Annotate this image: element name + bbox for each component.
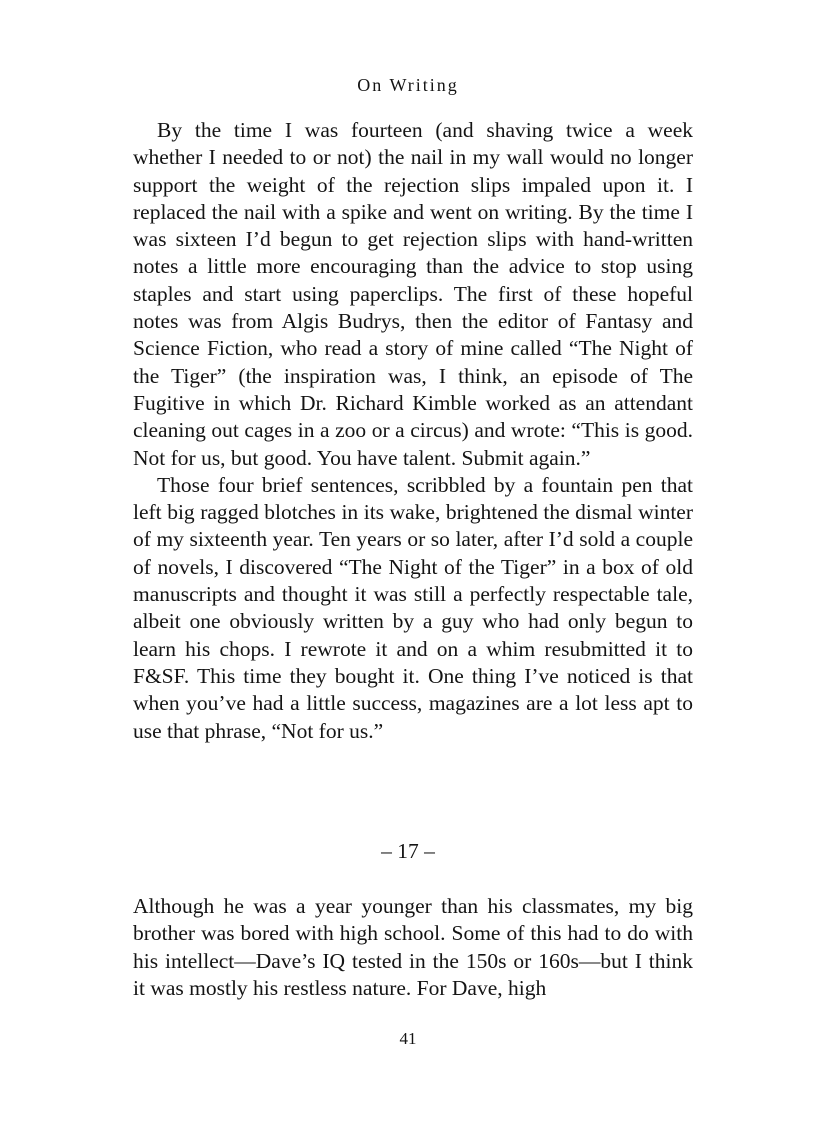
running-head: On Writing [357, 75, 459, 95]
paragraph: By the time I was fourteen (and shaving twice a week whether I needed to or not) the nail in my wall would no longer support the weight of the rejection slips impaled upon it. I replaced the nail with a spike and went on writing. By the time I was sixteen I’d begun to get rejection slips with hand-written notes a little more encouraging than the advice to stop using staples and start using paperclips. The first of these hopeful notes was from Algis Budrys, then the editor of Fantasy and Science Fiction, who read a story of mine called “The Night of the Tiger” (the inspiration was, I think, an episode of The Fugitive in which Dr. Richard Kimble worked as an attendant cleaning out cages in a zoo or a circus) and wrote: “This is good. Not for us, but good. You have talent. Submit again.” [133, 118, 693, 470]
section-number: – 17 – [381, 839, 435, 863]
paragraph: Although he was a year younger than his classmates, my big brother was bored with high school. Some of this had to do with his intellect—Dave’s IQ tested in the 150s or 160s—but I think it was mostly his restless nature. For Dave, high [133, 894, 693, 1000]
paragraph: Those four brief sentences, scribbled by a fountain pen that left big ragged blotches in its wake, brightened the dismal winter of my sixteenth year. Ten years or so later, after I’d sold a couple of novels, I discovered “The Night of the Tiger” in a box of old manuscripts and thought it was still a perfectly respectable tale, albeit one obviously written by a guy who had only begun to learn his chops. I rewrote it and on a whim resubmitted it to F&SF. This time they bought it. One thing I’ve noticed is that when you’ve had a little success, magazines are a lot less apt to use that phrase, “Not for us.” [133, 472, 693, 743]
page-number: 41 [399, 1029, 417, 1048]
text-block-before-section [133, 117, 693, 745]
text-block-after-section [133, 893, 693, 1002]
